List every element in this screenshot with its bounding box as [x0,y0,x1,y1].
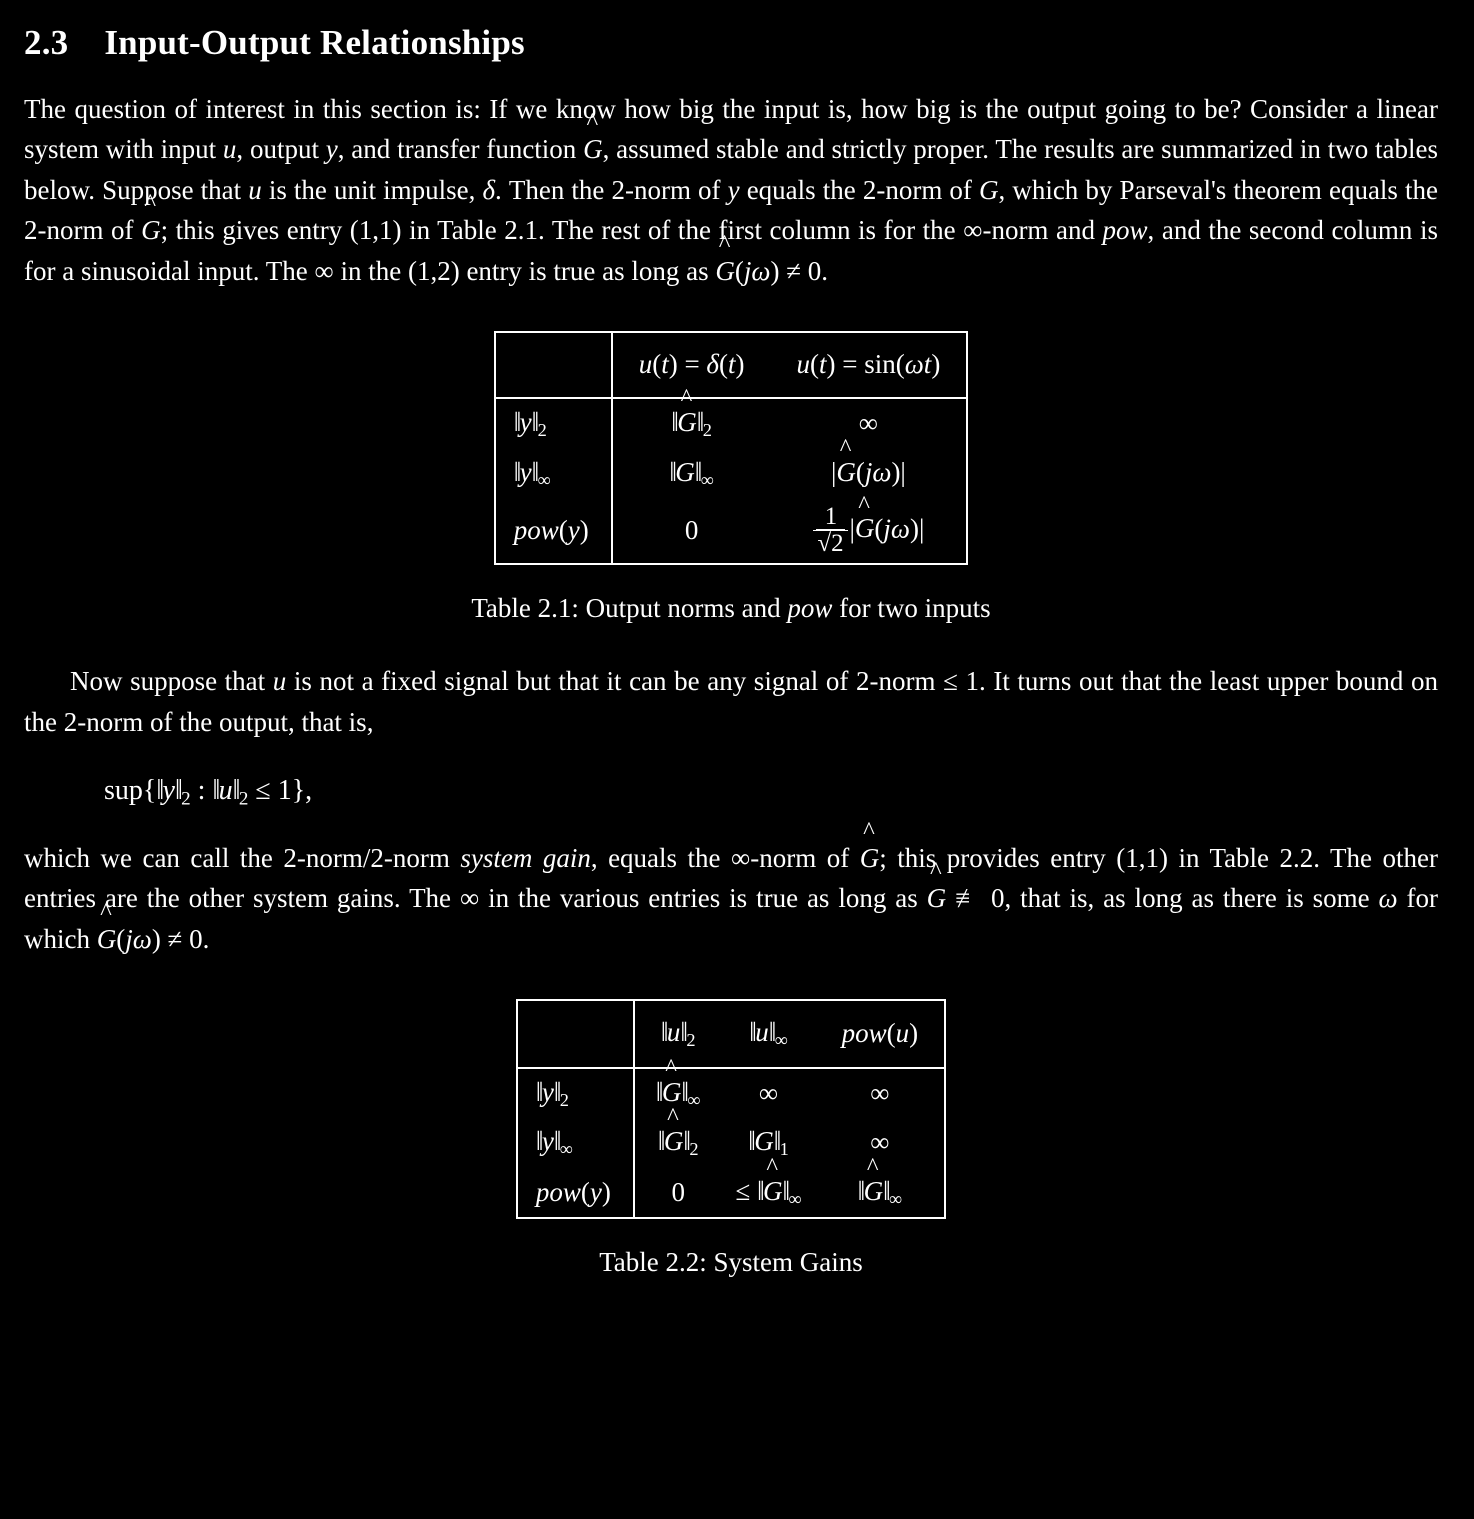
text-run: , and the second column is for a sinusoidal input. The [24,215,1438,286]
table-row [495,498,968,564]
equation-part: : [190,775,213,807]
text-run: ( [116,923,126,954]
text-run: ≢ 0, that is, as long as there is some [946,883,1379,914]
math-var-y: y [162,775,175,807]
math-var-delta: δ [482,174,495,205]
math-infinity: ∞ [314,255,334,286]
math-var-Ghat: G ^ [583,129,603,170]
math-var-u: u [218,775,233,807]
table-cell-powy-u2: 0 [634,1168,722,1219]
table-2-1 [494,331,969,565]
table-row-header-powy: pow(y) [517,1168,634,1219]
math-var-Ghat: G ^ [860,838,880,879]
math-pow: pow [1102,215,1148,246]
text-run: ; this provides entry (1,1) in Table 2.2. The other entries are the other system gains. The [24,842,1438,914]
table-cell-y2-powu: ∞ [816,1068,946,1119]
table-col-header-1: u(t) = δ(t) [612,332,771,398]
text-run: Now suppose that [70,666,273,697]
table-row-header-yinf: $‖y‖_\infty$ [517,1118,634,1168]
math-var-Ghat: G ^ [715,251,735,292]
text-run: , and transfer function [337,134,584,165]
math-omega: ω [1378,883,1398,914]
table-cell-yinf-impulse: $‖G‖_\infty$ [669,456,714,490]
table-row [495,332,968,398]
display-equation-sup: $sup\{‖y‖_2$ : $‖u‖_2 \le 1$}, [104,775,313,810]
table-row-header-powy: pow(y) [495,498,612,564]
math-var-y: y [727,174,740,205]
text-run: , assumed stable and strictly proper. The results are summarized in two tables below. Suppose that [24,134,1438,205]
term-system-gain: system gain [460,842,591,873]
table-row-header-y2: $‖y‖_2$ [495,398,612,449]
table-row-header-yinf: $‖y‖_\infty$ [495,449,612,499]
text-run: equals the 2-norm of [739,174,979,205]
table-row [517,1068,945,1119]
equation-part: sup{ [104,775,157,807]
text-run: which we can call the 2-norm/2-norm [24,842,461,873]
text-run: is not a fixed signal but that it can be any signal of 2-norm ≤ 1. It turns out that the least upper bound on the 2-norm of the output, that is, [24,666,1439,737]
text-run: -norm of [750,842,860,873]
caption-text: Table 2.1: Output norms and [471,593,788,624]
section-title: Input-Output Relationships [104,23,525,62]
table-row [495,398,968,449]
math-infinity: ∞ [731,842,751,873]
text-run: , which by Parseval's theorem equals the 2-norm of [24,174,1439,246]
caption-text: for two inputs [832,593,991,624]
table-cell-powy-sin: $\frac{1}{√2}$ |G ^(jω)| [771,498,968,564]
text-run: . Then the 2-norm of [495,174,728,205]
table-row [517,1168,945,1219]
math-var-G: G [978,174,999,205]
text-run: ) ≠ 0. [151,923,210,954]
table-cell-powy-powu: ‖G $\^{}‖_\infty$ [816,1168,946,1219]
text-run: ; this gives entry (1,1) in Table 2.1. The rest of the first column is for the [160,215,964,246]
table-cell-yinf-uinf: $‖G‖_1$ [748,1126,789,1160]
paragraph-supremum-intro [24,661,1438,742]
table-col-header-powu: pow(u) [816,1000,946,1068]
paragraph-system-gain [24,838,1438,960]
section-heading [24,20,1438,67]
table-row [517,1118,945,1168]
text-run: , output [236,134,326,165]
table-cell-powy-uinf: ≤ ‖G $\^{}‖_\infty$ [722,1168,816,1219]
table-col-header-uinf: $‖u‖_\infty$ [722,1000,816,1068]
table-cell-y2-u2: ‖G $\^{}‖_\infty$ [634,1068,722,1119]
table-2-1-block [24,331,1438,565]
table-2-1-caption [24,591,1438,627]
math-var-u: u [248,174,262,205]
section-number: 2.3 [24,23,69,62]
table-cell-yinf-sin: |G ^(jω)| [771,449,968,499]
paragraph-intro [24,89,1438,292]
text-run: in the various entries is true as long as [479,883,927,914]
math-var-u: u [222,134,237,165]
table-cell-yinf-powu: ∞ [816,1118,946,1168]
text-run: The question of interest in this section is: If we know how big the input is, how big is the output going to be? Consider a linear system with input [24,93,1438,165]
text-run: ( [734,255,744,286]
text-run: , equals the [590,842,732,873]
math-jomega: jω [743,255,771,286]
table-row [495,449,968,499]
caption-pow: pow [787,593,833,624]
table-col-header-2: u(t) = sin(ωt) [771,332,968,398]
equation-part: ≤ 1}, [248,775,313,807]
table-cell-y2-sin: ∞ [771,398,968,449]
math-var-Ghat: G ^ [927,878,947,919]
text-run: ) ≠ 0. [770,255,829,286]
text-run: is the unit impulse, [261,174,483,205]
subscript: 2 [181,788,191,810]
table-cell-y2-uinf: ∞ [758,1077,779,1108]
text-run: -norm and [982,215,1103,246]
table-cell-y2-impulse: ‖G $\^{}‖_2$ [612,398,771,449]
table-cell-powy-impulse: 0 [612,498,771,564]
table-row-header-y2: $‖y‖_2$ [517,1068,634,1119]
table-2-2 [516,999,946,1219]
table-corner-cell [495,332,612,398]
table-row [517,1000,945,1068]
table-col-header-u2: $‖u‖_2$ [634,1000,722,1068]
text-run: for which [24,883,1438,954]
table-2-2-block [24,999,1438,1219]
math-var-Ghat: G ^ [97,919,117,960]
table-corner-cell [517,1000,634,1068]
math-var-Ghat: G ^ [141,210,161,251]
math-jomega: jω [125,923,152,954]
subscript: 2 [238,788,249,810]
math-var-y: y [325,134,338,165]
math-infinity: ∞ [963,215,983,246]
table-cell-yinf-u2: ‖G $\^{}‖_2$ [634,1118,722,1168]
math-infinity: ∞ [459,883,480,914]
text-run: in the (1,2) entry is true as long as [333,255,716,286]
table-2-2-caption: Table 2.2: System Gains [599,1247,863,1278]
math-var-u: u [272,666,287,697]
